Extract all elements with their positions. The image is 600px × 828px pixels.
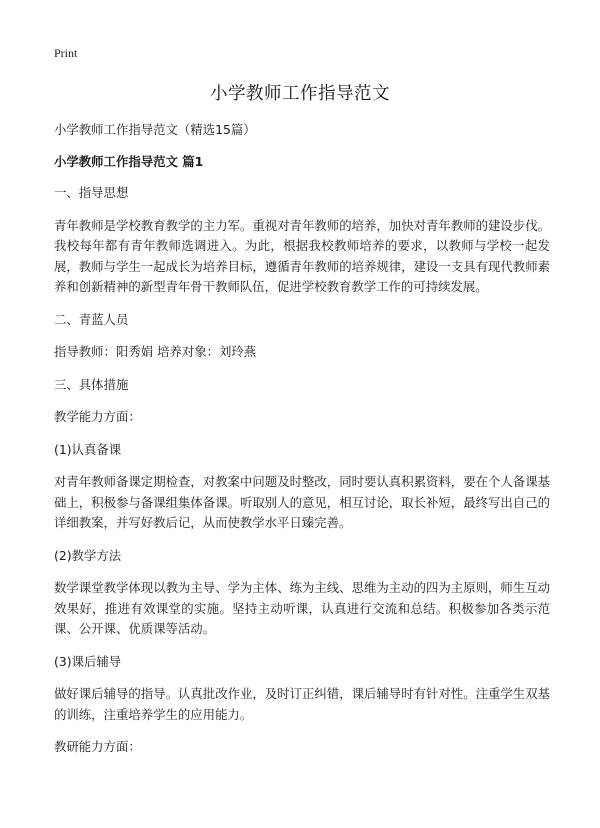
- heading-teaching-ability: 教学能力方面：: [54, 409, 141, 424]
- paragraph-guiding-ideology: 青年教师是学校教育教学的主力军。重视对青年教师的培养，加快对青年教师的建设步伐。我校每年都有青年教师选调进入。为此，根据我校教师培养的要求，以教师与学校一起发展，教师与学生一起成长为培养目标，遵循青年教师的培养规律，建设一支具有现代教师素养和创新精神的新型青年骨干教师队伍，促进学校教育教学工作的可持续发展。: [54, 217, 550, 294]
- heading-specific-measures: 三、具体措施: [54, 376, 129, 392]
- heading-teaching-methods: (2)教学方法: [54, 547, 122, 563]
- heading-research-ability: 教研能力方面：: [54, 739, 141, 754]
- heading-guiding-ideology: 一、指导思想: [54, 185, 129, 200]
- print-link[interactable]: Print: [54, 46, 78, 60]
- paragraph-after-class-tutoring: 做好课后辅导的指导。认真批改作业，及时订正纠错，课后辅导时有针对性。注重学生双基的训练，注重培养学生的应用能力。: [54, 686, 550, 722]
- paragraph-teaching-methods: 数学课堂教学体现以教为主导、学为主体、练为主线、思维为主动的四为主原则，师生互动效果好，推进有效课堂的实施。坚持主动听课，认真进行交流和总结。积极参加各类示范课、公开课、优质课等活动。: [54, 580, 550, 636]
- document-body: [54, 120, 550, 770]
- heading-after-class-tutoring: (3)课后辅导: [54, 653, 122, 669]
- heading-mentoring-staff: 二、青蓝人员: [54, 311, 129, 327]
- document-title: 小学教师工作指导范文: [210, 84, 390, 104]
- heading-lesson-preparation: (1)认真备课: [54, 441, 122, 457]
- document-subtitle: 小学教师工作指导范文（精选15篇）: [54, 122, 256, 137]
- paragraph-mentoring-staff: 指导教师：阳秀娟 培养对象：刘玲燕: [54, 344, 257, 359]
- section-title: 小学教师工作指导范文 篇1: [54, 153, 204, 169]
- paragraph-lesson-preparation: 对青年教师备课定期检查，对教案中问题及时整改，同时要认真积累资料，要在个人备课基础上，积极参与备课组集体备课。听取别人的意见，相互讨论，取长补短，最终写出自己的详细教案，并写好教后记，从而使教学水平日臻完善。: [54, 474, 550, 530]
